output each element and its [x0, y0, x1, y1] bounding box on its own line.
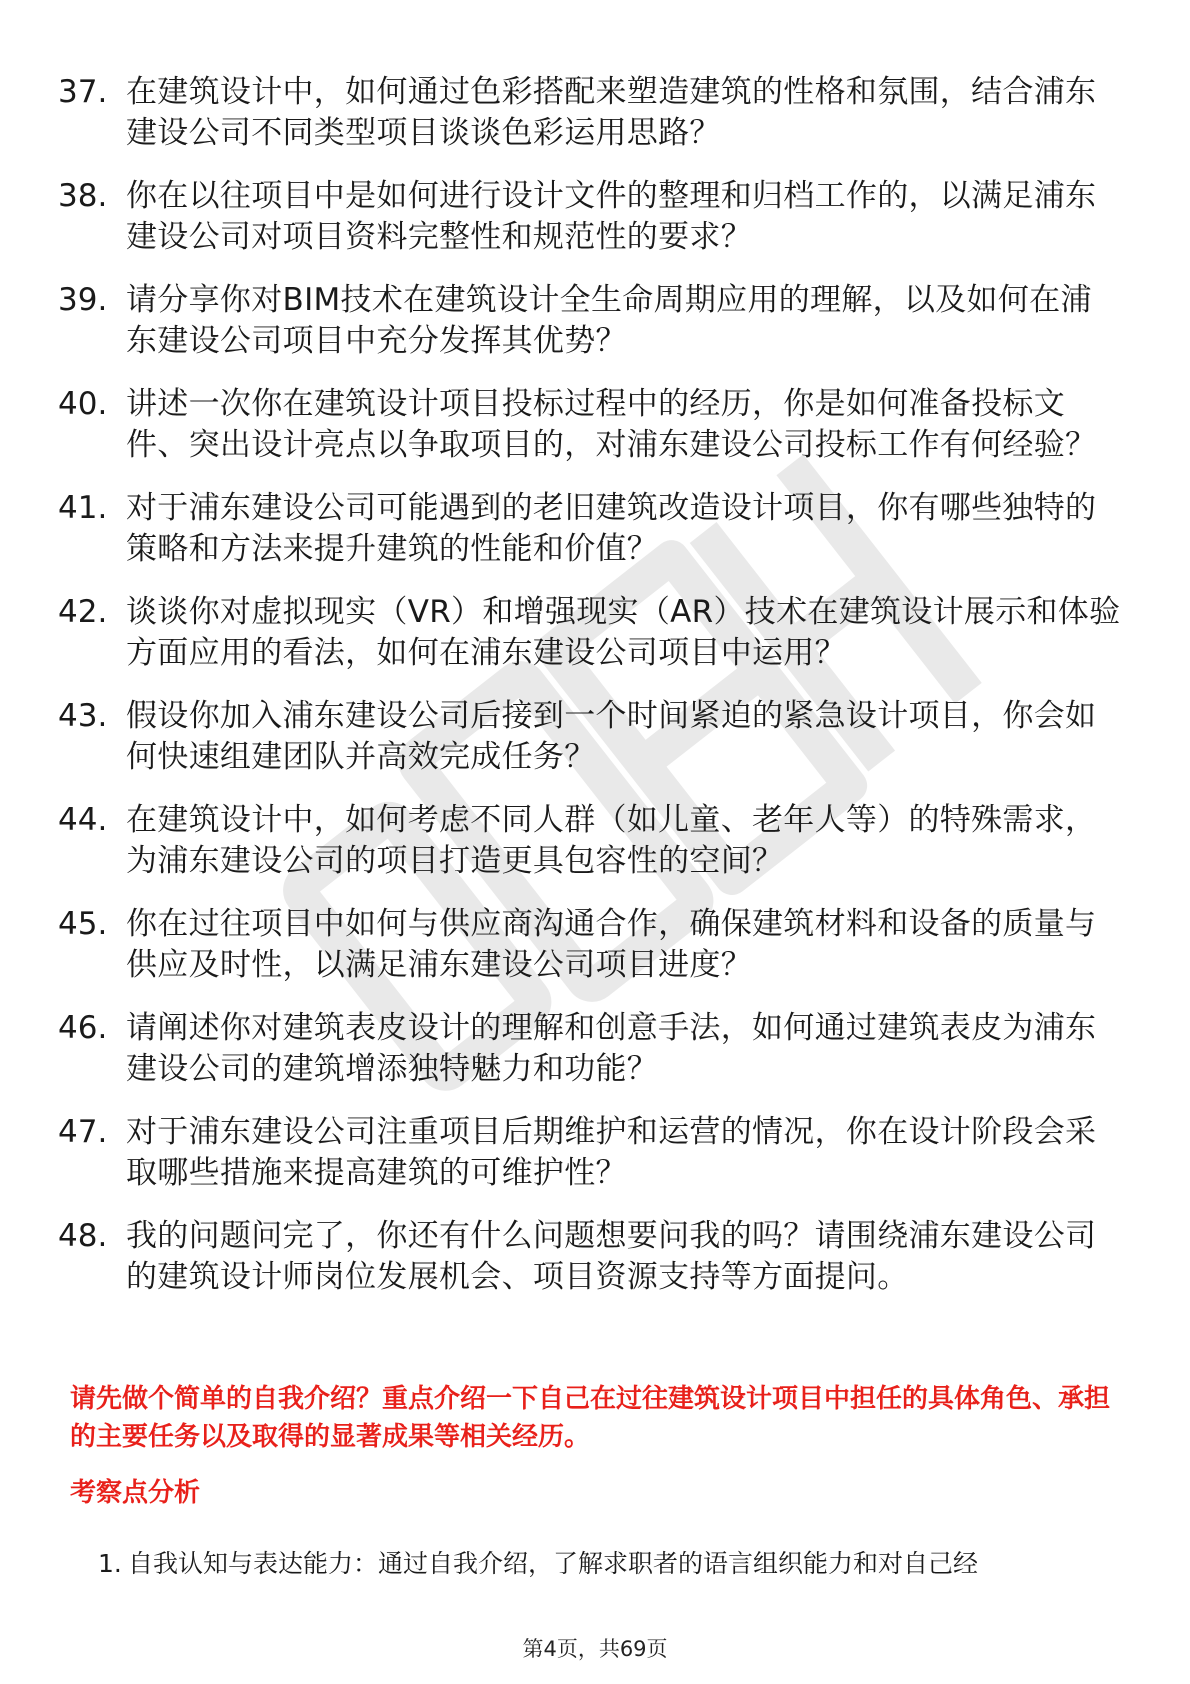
- question-text: 请分享你对BIM技术在建筑设计全生命周期应用的理解，以及如何在浦东建设公司项目中充分发挥其优势？: [126, 282, 1092, 359]
- question-number: 48.: [58, 1218, 108, 1254]
- question-item: [58, 800, 1138, 882]
- question-item: [58, 176, 1138, 258]
- question-text: 你在过往项目中如何与供应商沟通合作，确保建筑材料和设备的质量与供应及时性，以满足浦东建设公司项目进度？: [126, 906, 1097, 983]
- question-number: 45.: [58, 906, 108, 942]
- question-number: 42.: [58, 594, 108, 630]
- page-footer: 第4页，共69页: [522, 1637, 668, 1661]
- question-item: [58, 592, 1138, 674]
- question-number: 41.: [58, 490, 108, 526]
- question-number: 43.: [58, 698, 108, 734]
- question-text: 对于浦东建设公司可能遇到的老旧建筑改造设计项目，你有哪些独特的策略和方法来提升建筑的性能和价值？: [126, 490, 1097, 567]
- question-text: 在建筑设计中，如何通过色彩搭配来塑造建筑的性格和氛围，结合浦东建设公司不同类型项目谈谈色彩运用思路？: [126, 74, 1097, 151]
- question-item: [58, 488, 1138, 570]
- question-text: 对于浦东建设公司注重项目后期维护和运营的情况，你在设计阶段会采取哪些措施来提高建筑的可维护性？: [126, 1114, 1097, 1191]
- question-list: [58, 72, 1138, 1320]
- analysis-heading: 考察点分析: [70, 1478, 201, 1508]
- question-number: 44.: [58, 802, 108, 838]
- question-text: 在建筑设计中，如何考虑不同人群（如儿童、老年人等）的特殊需求，为浦东建设公司的项目打造更具包容性的空间？: [126, 802, 1097, 879]
- analysis-list-item: [98, 1547, 1148, 1581]
- question-text: 你在以往项目中是如何进行设计文件的整理和归档工作的，以满足浦东建设公司对项目资料完整性和规范性的要求？: [126, 178, 1097, 255]
- highlighted-question: 请先做个简单的自我介绍？重点介绍一下自己在过往建筑设计项目中担任的具体角色、承担的主要任务以及取得的显著成果等相关经历。: [70, 1384, 1111, 1452]
- question-item: [58, 280, 1138, 362]
- question-item: [58, 72, 1138, 154]
- question-item: [58, 1112, 1138, 1194]
- question-item: [58, 904, 1138, 986]
- analysis-item-text: 自我认知与表达能力：通过自我介绍，了解求职者的语言组织能力和对自己经: [128, 1549, 979, 1578]
- question-item: [58, 696, 1138, 778]
- question-item: [58, 384, 1138, 466]
- question-number: 38.: [58, 178, 108, 214]
- question-text: 假设你加入浦东建设公司后接到一个时间紧迫的紧急设计项目，你会如何快速组建团队并高效完成任务？: [126, 698, 1097, 775]
- question-number: 37.: [58, 74, 108, 110]
- question-text: 请阐述你对建筑表皮设计的理解和创意手法，如何通过建筑表皮为浦东建设公司的建筑增添独特魅力和功能？: [126, 1010, 1097, 1087]
- question-text: 谈谈你对虚拟现实（VR）和增强现实（AR）技术在建筑设计展示和体验方面应用的看法，如何在浦东建设公司项目中运用？: [126, 594, 1121, 671]
- question-item: [58, 1216, 1138, 1298]
- question-text: 我的问题问完了，你还有什么问题想要问我的吗？请围绕浦东建设公司的建筑设计师岗位发展机会、项目资源支持等方面提问。: [126, 1218, 1097, 1295]
- question-number: 46.: [58, 1010, 108, 1046]
- question-number: 39.: [58, 282, 108, 318]
- question-number: 40.: [58, 386, 108, 422]
- question-item: [58, 1008, 1138, 1090]
- question-text: 讲述一次你在建筑设计项目投标过程中的经历，你是如何准备投标文件、突出设计亮点以争取项目的，对浦东建设公司投标工作有何经验？: [126, 386, 1097, 463]
- analysis-item-number: 1.: [98, 1549, 122, 1578]
- question-number: 47.: [58, 1114, 108, 1150]
